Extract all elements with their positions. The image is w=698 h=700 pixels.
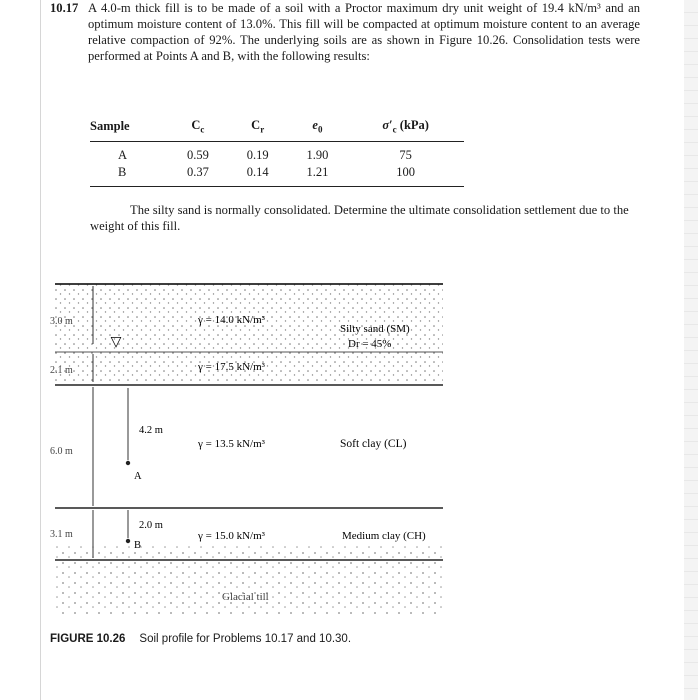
silty-sand-label: Silty sand (SM)	[340, 323, 410, 335]
point-b-label: B	[134, 540, 142, 551]
consolidation-table	[90, 118, 464, 187]
cell-e0: 1.21	[288, 164, 348, 187]
point-b-depth: 2.0 m	[139, 520, 163, 531]
cell-cc: 0.37	[168, 164, 228, 187]
header-cc: $C_c$	[168, 118, 228, 141]
figure-caption	[50, 633, 351, 645]
unit-weight-label: γ = 15.0 kN/m³	[198, 530, 265, 542]
thickness-label: 6.0 m	[50, 446, 73, 457]
water-table-icon: ▽	[110, 335, 122, 350]
relative-density-label: Dr = 45%	[348, 338, 392, 350]
caption-text: Soil profile for Problems 10.17 and 10.30.	[139, 633, 352, 645]
medium-clay-label: Medium clay (CH)	[342, 530, 426, 542]
table-row	[90, 164, 464, 187]
cell-e0: 1.90	[306, 147, 329, 162]
cell-cc: 0.59	[186, 147, 209, 162]
table-header-row	[90, 118, 464, 141]
point-a-depth: 4.2 m	[139, 425, 163, 436]
unit-weight-label: γ = 17.5 kN/m³	[198, 361, 265, 373]
problem-number: 10.17	[50, 1, 79, 15]
cell-sample: B	[90, 164, 168, 187]
caption-label: FIGURE 10.26	[50, 633, 126, 645]
glacial-till-layer	[55, 545, 443, 615]
point-a-label: A	[134, 471, 142, 482]
unit-weight-label: γ = 14.0 kN/m³	[198, 314, 265, 326]
soil-profile-figure	[0, 270, 698, 630]
question-text: The silty sand is normally consolidated. Determine the ultimate consolidation settlement due to the weight of this fill.	[90, 203, 629, 233]
cell-cr: 0.19	[246, 147, 269, 162]
problem-statement	[50, 0, 640, 64]
point-a-marker	[126, 461, 130, 465]
thickness-label: 2.1 m	[50, 365, 73, 376]
point-b-marker	[126, 539, 130, 543]
header-e0: $e_0$	[288, 118, 348, 141]
cell-sigma: 75	[399, 147, 412, 162]
header-sigma: $\sigma'_c$ (kPa)	[347, 118, 464, 141]
cell-sample: A	[118, 147, 128, 162]
header-cr: $C_r$	[228, 118, 288, 141]
thickness-label: 3.0 m	[50, 316, 73, 327]
thickness-label: 3.1 m	[50, 529, 73, 540]
cell-sigma: 100	[347, 164, 464, 187]
table-row	[90, 141, 464, 164]
cell-cr: 0.14	[228, 164, 288, 187]
unit-weight-label: γ = 13.5 kN/m³	[198, 438, 265, 450]
header-sample: Sample	[90, 118, 168, 141]
soft-clay-label: Soft clay (CL)	[340, 438, 407, 450]
glacial-till-label: Glacial till	[222, 591, 269, 603]
problem-text: A 4.0-m thick fill is to be made of a soil with a Proctor maximum dry unit weight of 19.4 kN/m³ and an optimum moisture content of 13.0%. This fill will be compacted at optimum moisture content to an average relative compaction of 92%. The underlying soils are as shown in Figure 10.26. Consolidation tests were performed at Points A and B, with the following results:	[88, 1, 640, 63]
